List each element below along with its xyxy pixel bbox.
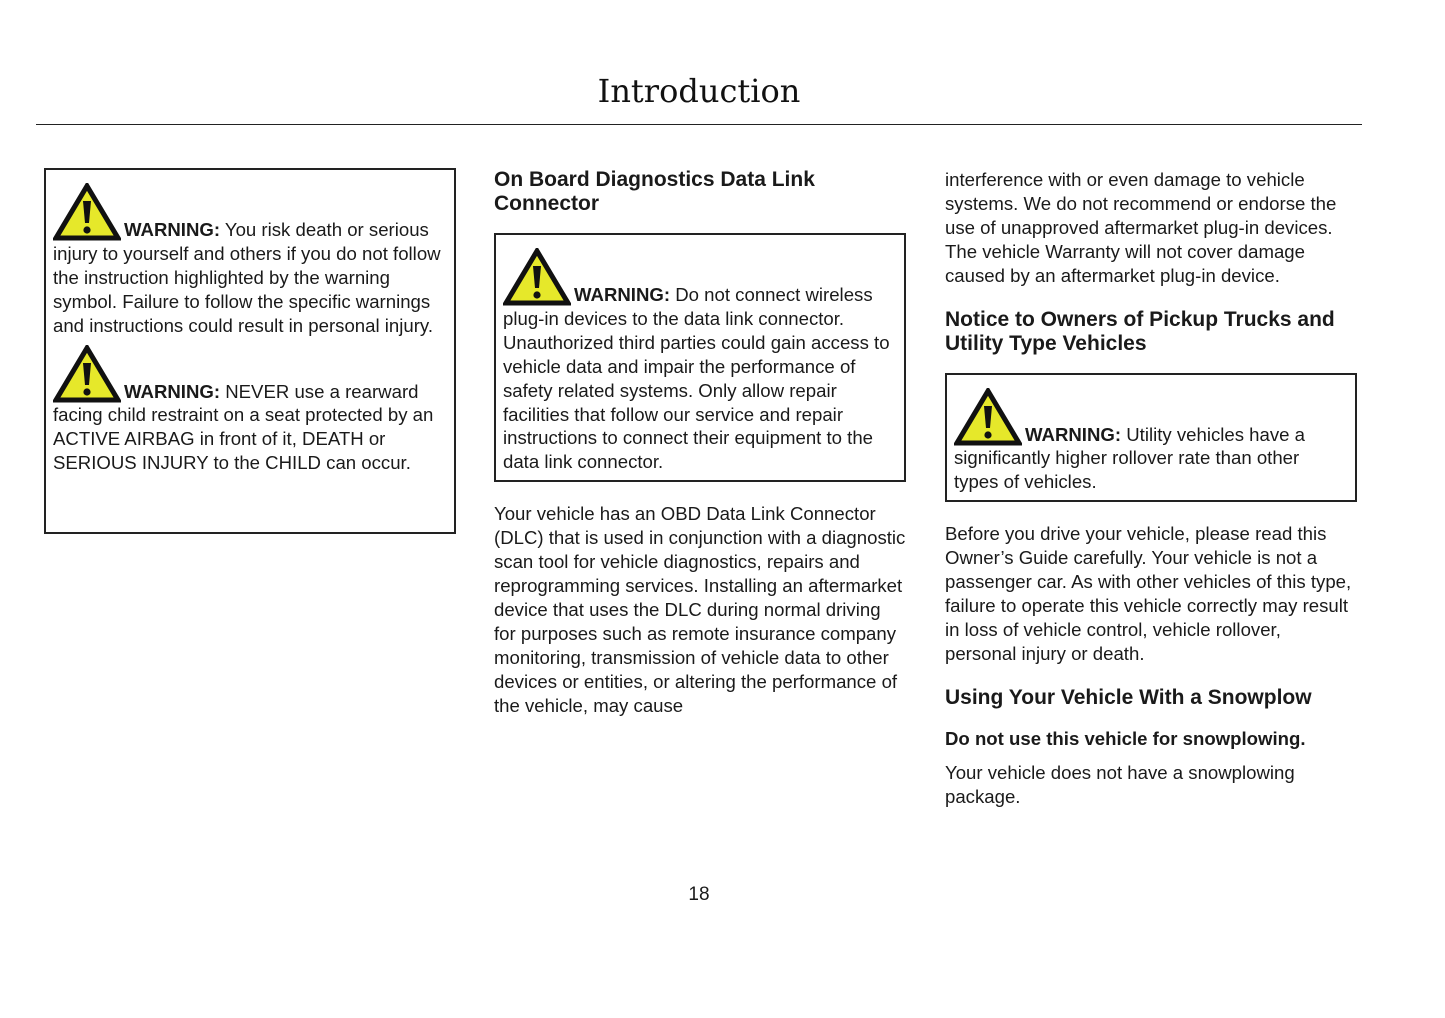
column-middle — [494, 168, 906, 717]
warning-item — [53, 340, 447, 476]
warning-triangle-icon — [53, 345, 121, 403]
section-heading: Using Your Vehicle With a Snowplow — [945, 685, 1312, 709]
warning-label: WARNING: — [574, 284, 671, 305]
warning-label: WARNING: — [124, 219, 221, 240]
warning-box — [44, 168, 456, 534]
warning-text: You risk death or serious injury to yourself and others if you do not follow the instruction highlighted by the warning symbol. Failure to follow the specific warnings and instructions could result in personal injury. — [53, 219, 441, 336]
warning-box — [945, 373, 1357, 503]
sub-heading: Do not use this vehicle for snowplowing. — [945, 727, 1306, 749]
warning-triangle-icon — [53, 183, 121, 241]
warning-triangle-icon — [503, 248, 571, 306]
warning-label: WARNING: — [1025, 423, 1122, 445]
body-paragraph: interference with or even damage to vehicle systems. We do not recommend or endorse the use of unapproved aftermarket plug-in devices. The vehicle Warranty will not cover damage caused by an aftermarket plug-in device. — [945, 169, 1337, 286]
warning-text: Utility vehicles have a significantly higher rollover rate than other types of vehicles. — [954, 423, 1306, 493]
warning-item — [53, 178, 447, 338]
column-right — [945, 168, 1357, 808]
body-paragraph: Before you drive your vehicle, please read this Owner’s Guide carefully. Your vehicle is not a passenger car. As with other vehicles of this type, failure to operate this vehicle correctly may result in loss of vehicle control, vehicle rollover, personal injury or death. — [945, 523, 1352, 664]
warning-triangle-icon — [954, 388, 1022, 446]
column-left — [44, 168, 456, 534]
page-title: Introduction — [597, 72, 801, 110]
warning-label: WARNING: — [124, 380, 221, 402]
warning-text: Do not connect wireless plug-in devices to the data link connector. Unauthorized third parties could gain access to vehicle data and impair the performance of safety related systems. Only allow repair facilities that follow our service and repair instructions to connect their equipment to the data link connector. — [503, 284, 890, 473]
header-divider — [36, 124, 1362, 125]
section-heading: Notice to Owners of Pickup Trucks and Utility Type Vehicles — [945, 307, 1335, 355]
body-paragraph: Your vehicle does not have a snowplowing package. — [945, 761, 1295, 807]
body-paragraph: Your vehicle has an OBD Data Link Connector (DLC) that is used in conjunction with a diagnostic scan tool for vehicle diagnostics, repairs and reprogramming services. Installing an aftermarket device that uses the DLC during normal driving for purposes such as remote insurance company monitoring, transmission of vehicle data to other devices or entities, or altering the performance of the vehicle, may cause — [494, 503, 906, 716]
warning-box — [494, 233, 906, 482]
warning-text: NEVER use a rearward facing child restraint on a seat protected by an ACTIVE AIRBAG in front of it, DEATH or SERIOUS INJURY to the CHILD can occur. — [53, 380, 434, 474]
page-number: 18 — [688, 884, 710, 905]
section-heading: On Board Diagnostics Data Link Connector — [494, 168, 815, 215]
